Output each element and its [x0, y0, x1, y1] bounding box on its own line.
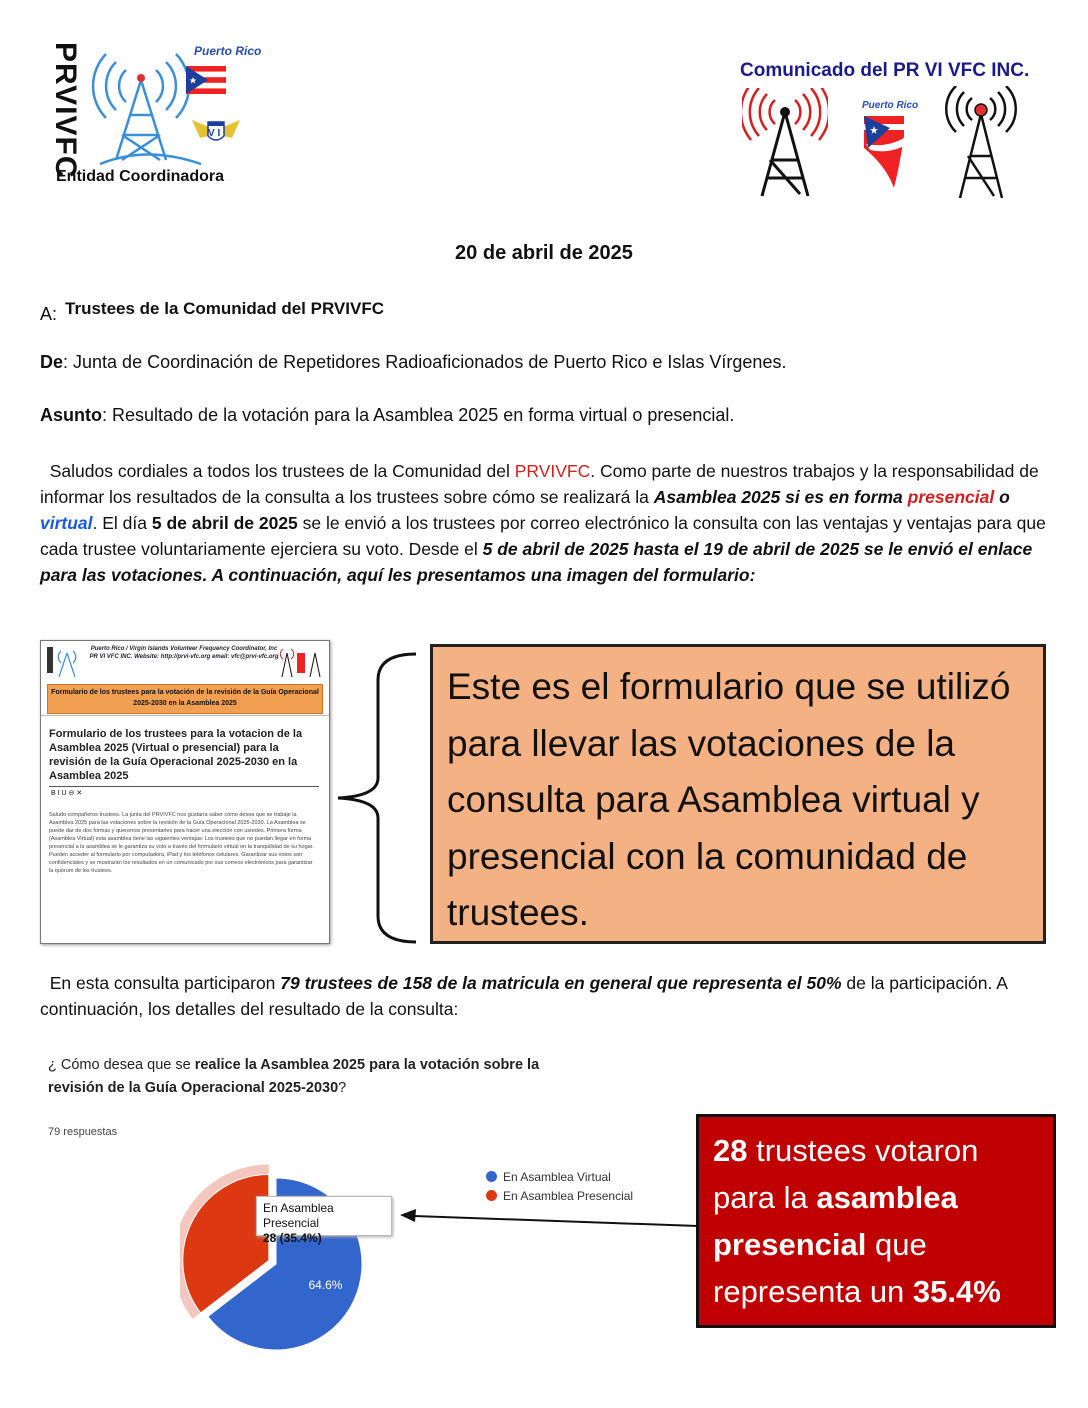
from-value: : Junta de Coordinación de Repetidores Radioaficionados de Puerto Rico e Islas Vírgenes. [63, 352, 787, 372]
from-label: De [40, 352, 64, 372]
form-callout: Este es el formulario que se utilizó para llevar las votaciones de la consulta para Asamblea virtual y presencial con la comunidad de trustees. [430, 644, 1046, 944]
vi-seal-logo: V I [186, 108, 246, 156]
legend-dot-virtual [486, 1171, 497, 1182]
to-label: A: [40, 304, 58, 324]
org-vertical-title: PRVIVFC [49, 42, 82, 179]
form-logo-icon [45, 645, 85, 681]
comunicado-title: Comunicado del PR VI VFC INC. [740, 60, 1030, 81]
form-title: Formulario de los trustees para la votacion de la Asamblea 2025 (Virtual o presencial) para la revisión de la Guía Operacional 2025-2030 en la Asamblea 2025 [49, 728, 303, 782]
slice-label-virtual: 64.6% [308, 1277, 343, 1292]
chart-tooltip: En Asamblea Presencial 28 (35.4%) [256, 1196, 392, 1236]
callout-arrow [396, 1200, 700, 1232]
curly-brace [334, 650, 418, 946]
pr-flag-logo: Puerto Rico [186, 44, 246, 104]
intro-paragraph: Saludos cordiales a todos los trustees de la Comunidad del PRVIVFC. Como parte de nuestros trabajos y la responsabilidad de informar los resultados de la consulta a los trustees sobre cómo se realizará la Asamblea 2025 si es en forma presencial o virtual. El día 5 de abril de 2025 se le envió a los trustees por correo electrónico la consulta con las ventajas y ventajas para que cada trustee voluntariamente ejerciera su voto. Desde el 5 de abril de 2025 hasta el 19 de abril de 2025 se le envió el enlace para las votaciones. A continuación, aquí les presentamos una imagen del formulario: [40, 461, 1046, 585]
form-towers-icon [277, 645, 323, 679]
form-screenshot [40, 640, 330, 944]
from-line [40, 352, 786, 373]
to-value: Trustees de la Comunidad del PRVIVFC [65, 299, 384, 318]
black-tower-icon [944, 86, 1018, 202]
responses-count: 79 respuestas [48, 1126, 118, 1138]
legend-item-presencial: En Asamblea Presencial [486, 1189, 633, 1208]
survey-question: ¿ Cómo desea que se realice la Asamblea 2025 para la votación sobre la revisión de la Guía Operacional 2025-2030? [48, 1057, 540, 1096]
subject-line [40, 405, 734, 426]
subject-value: : Resultado de la votación para la Asamblea 2025 en forma virtual o presencial. [102, 405, 735, 425]
subject-label: Asunto [40, 405, 102, 425]
red-tower-icon [742, 88, 828, 200]
letter-date: 20 de abril de 2025 [455, 242, 633, 264]
form-toolbar: B I U ⊖ ✕ [51, 790, 83, 797]
pie-chart [180, 1160, 380, 1360]
participation-paragraph: En esta consulta participaron 79 trustees de 158 de la matricula en general que representa el 50% de la participación. A continuación, los detalles del resultado de la consulta: [40, 973, 1007, 1019]
form-header-text: Puerto Rico / Virgin Islands Volunteer Frequency Coordinator, Inc PR VI VFC INC. Website: http://prvi-vfc.org email: vfc@prvi-vfc.org [89, 646, 279, 660]
to-line [40, 298, 384, 325]
result-callout: 28 trustees votaron para la asamblea presencial que representa un 35.4% [696, 1114, 1056, 1328]
form-body: Saludo compañeros trustees. La junta del PRVIVFC nos gustaría saber cómo desea que se trabaje la Asamblea 2025 para las votaciones sobre la revisión de la Guía Operacional 2025-2030. La Asamblea se puede dar de dos formas y queremos presentarles para hacer una elección con ustedes. Primera forma (Asamblea Virtual) esta asamblea tiene las siguientes ventajas: Los trustees que no puedan llegar en forma presencial a la asamblea se le garantiza su voto a través del formulario virtual en la tranquilidad de su hogar. Pueden acceder al formulario por computadora, iPad y los teléfonos celulares. Garantizar sus votos son confidenciales y se mostrarán los resultados en un comunicado por sus correos electrónicos para garantizar la quórum de los trustees. [49, 812, 314, 874]
pr-flag-icon: Puerto Rico [862, 100, 910, 190]
legend-item-virtual: En Asamblea Virtual [486, 1170, 633, 1189]
entidad-coordinadora: Entidad Coordinadora [56, 168, 224, 185]
form-band: Formulario de los trustees para la votación de la revisión de la Guía Operacional 2025-2030 en la Asamblea 2025 [47, 684, 323, 714]
